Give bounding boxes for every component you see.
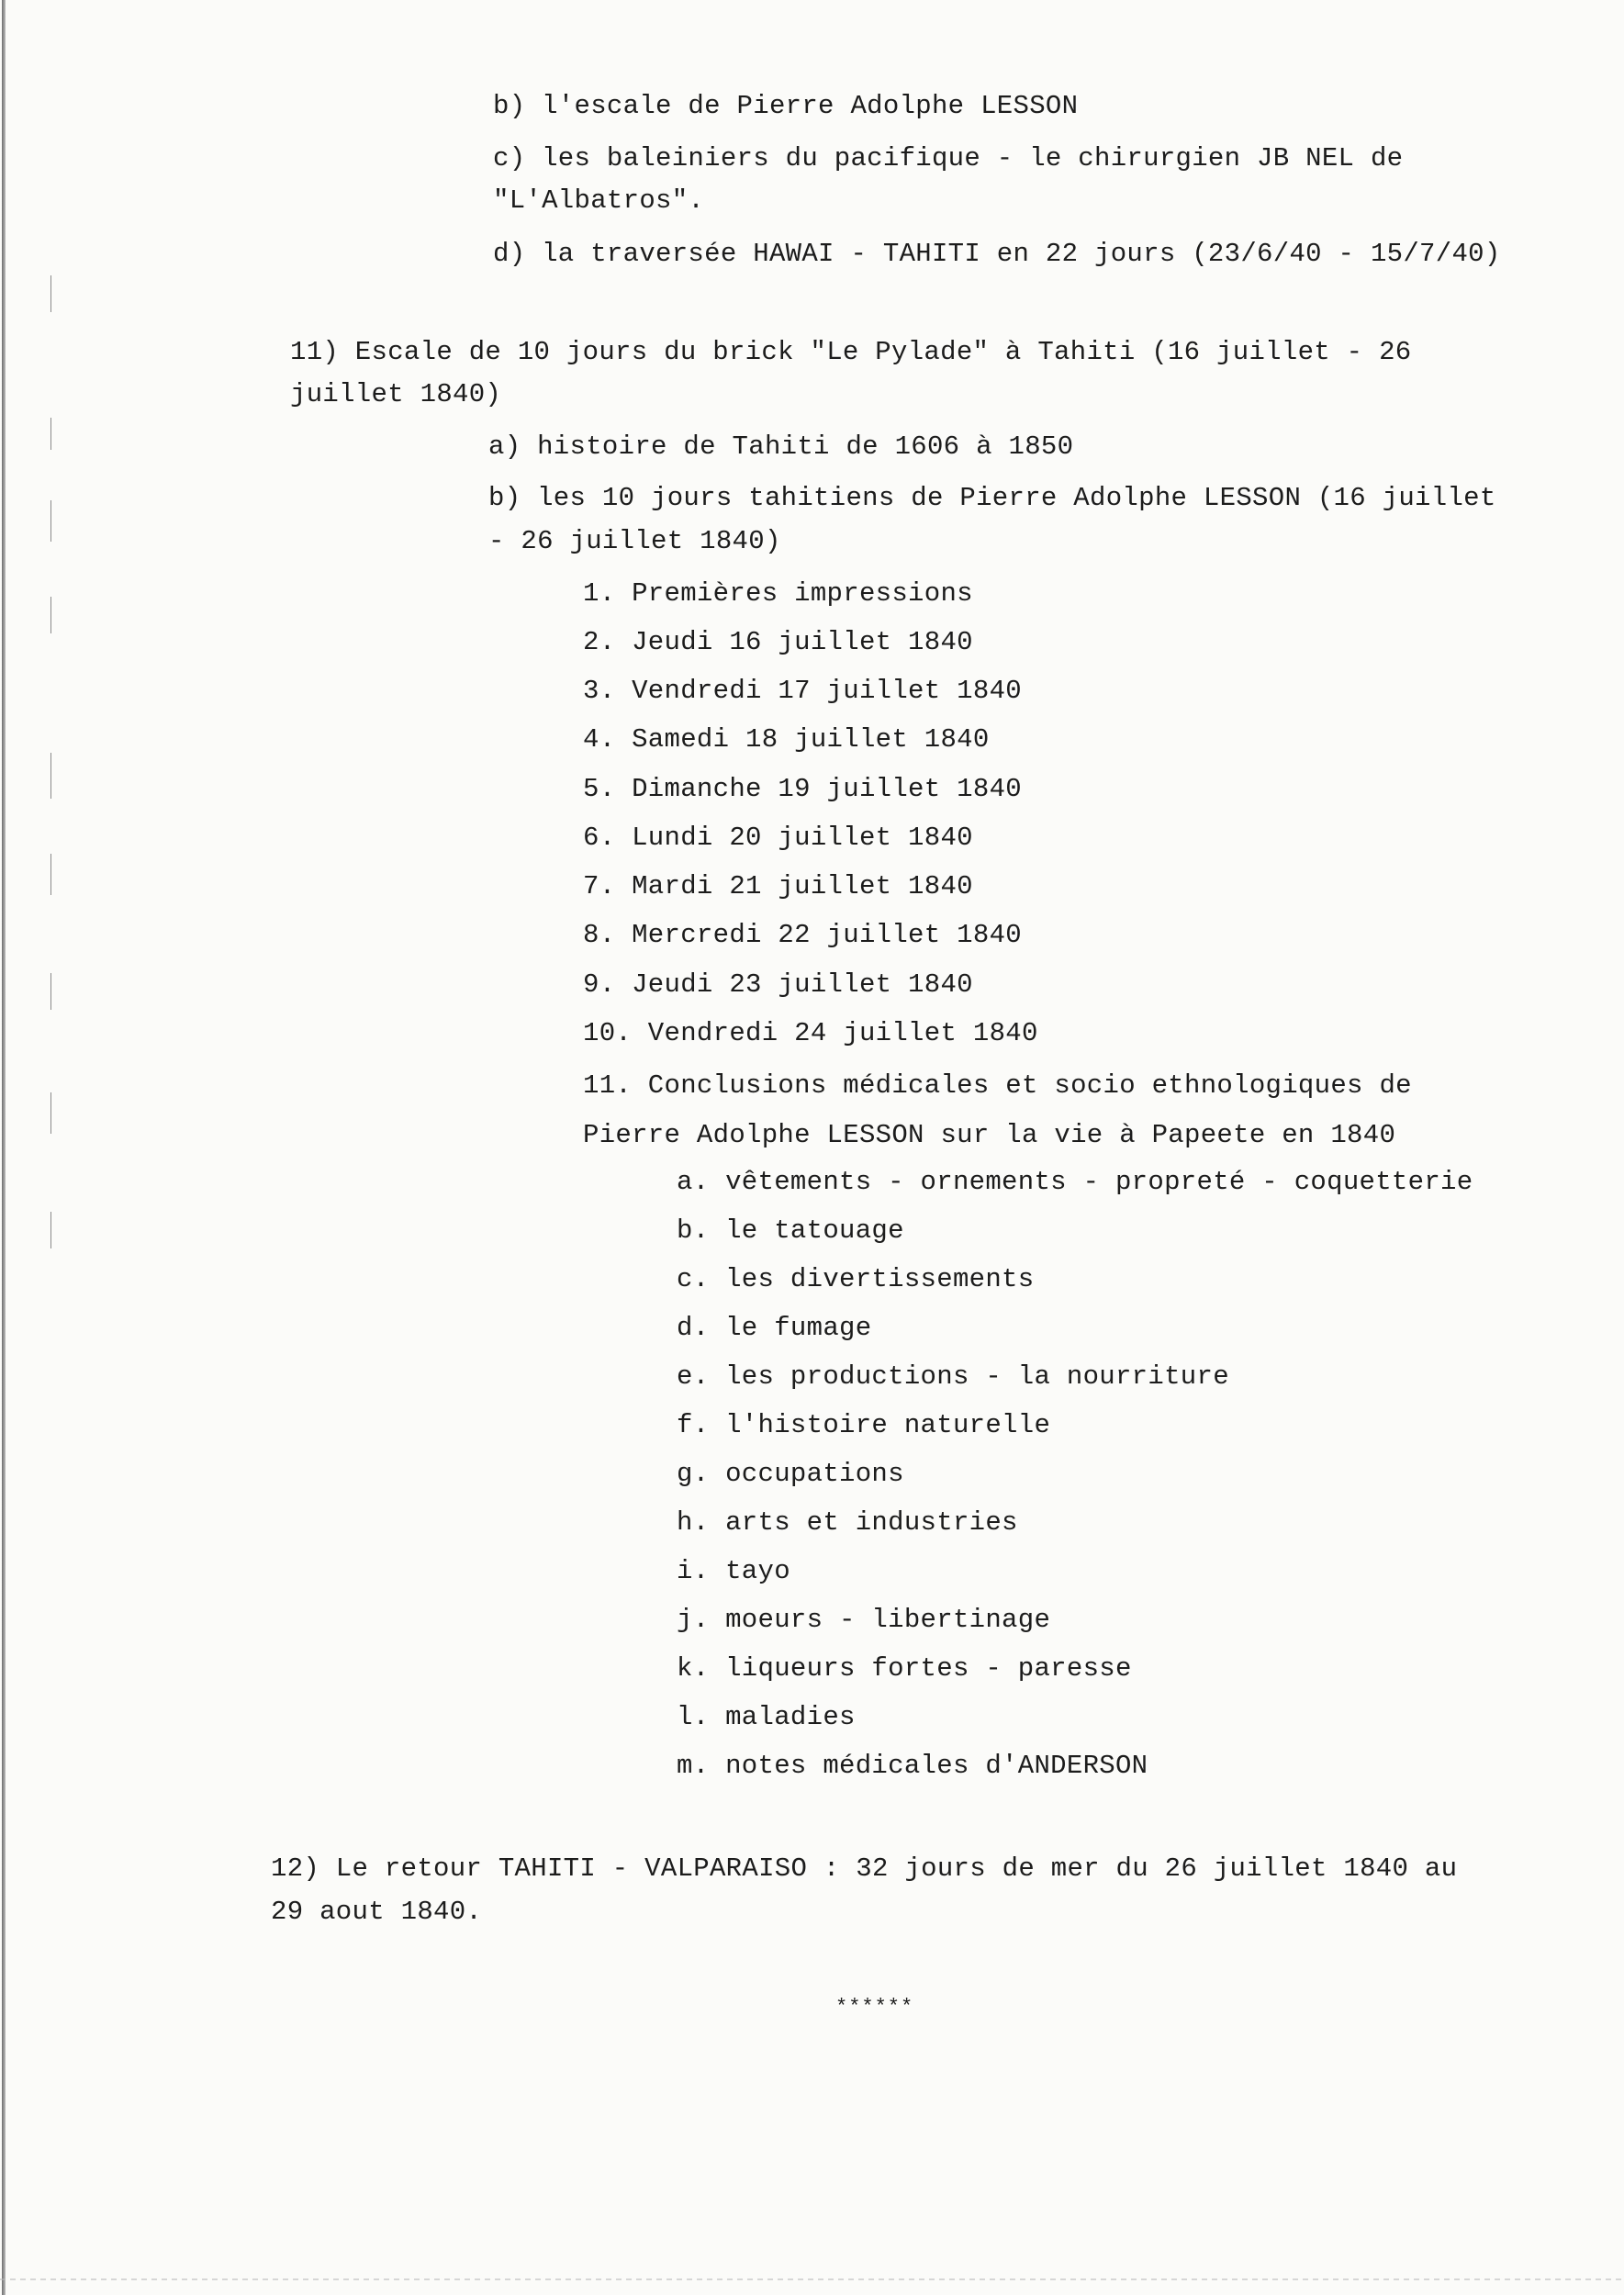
item-10c-line1: c) les baleiniers du pacifique - le chirurgien JB NEL de	[493, 143, 1404, 174]
sub-item: a. vêtements - ornements - propreté - coquetterie	[677, 1167, 1473, 1197]
sub-item: g. occupations	[677, 1459, 904, 1489]
section-11-heading-line1: 11) Escale de 10 jours du brick "Le Pylade" à Tahiti (16 juillet - 26	[290, 337, 1412, 367]
sub-item: l. maladies	[677, 1702, 856, 1732]
day-item: 8. Mercredi 22 juillet 1840	[583, 920, 1022, 950]
day-item: 10. Vendredi 24 juillet 1840	[583, 1018, 1038, 1048]
item-10d: d) la traversée HAWAI - TAHITI en 22 jours (23/6/40 - 15/7/40)	[493, 239, 1501, 269]
day-item: 5. Dimanche 19 juillet 1840	[583, 774, 1022, 804]
day-item: 3. Vendredi 17 juillet 1840	[583, 676, 1022, 706]
item-10c-line2: "L'Albatros".	[493, 185, 705, 216]
sub-item: j. moeurs - libertinage	[677, 1605, 1051, 1635]
day-item: 1. Premières impressions	[583, 578, 973, 609]
scan-artifact	[50, 973, 51, 1010]
sub-item: m. notes médicales d'ANDERSON	[677, 1751, 1148, 1781]
scan-artifact	[50, 854, 51, 895]
sub-item: b. le tatouage	[677, 1215, 904, 1246]
scan-left-border	[2, 0, 6, 2295]
day-item: 9. Jeudi 23 juillet 1840	[583, 969, 973, 1000]
end-mark: ******	[835, 1996, 914, 2019]
section-11-heading-line2: juillet 1840)	[290, 379, 502, 409]
section-12-line2: 29 aout 1840.	[271, 1897, 483, 1927]
scan-artifact	[50, 418, 51, 450]
day-item: 7. Mardi 21 juillet 1840	[583, 871, 973, 901]
sub-item: i. tayo	[677, 1556, 790, 1586]
day-item: 6. Lundi 20 juillet 1840	[583, 823, 973, 853]
conclusions-line2: Pierre Adolphe LESSON sur la vie à Papeete en 1840	[583, 1120, 1396, 1150]
scan-artifact	[50, 275, 51, 312]
scan-artifact	[50, 1212, 51, 1248]
scan-artifact	[50, 1092, 51, 1134]
scan-artifact	[50, 597, 51, 633]
sub-item: c. les divertissements	[677, 1264, 1035, 1294]
sub-item: f. l'histoire naturelle	[677, 1410, 1051, 1440]
conclusions-line1: 11. Conclusions médicales et socio ethnologiques de	[583, 1070, 1412, 1101]
sub-item: h. arts et industries	[677, 1507, 1018, 1538]
scan-artifact	[50, 500, 51, 542]
section-12-line1: 12) Le retour TAHITI - VALPARAISO : 32 jours de mer du 26 juillet 1840 au	[271, 1853, 1458, 1884]
item-11a: a) histoire de Tahiti de 1606 à 1850	[488, 431, 1074, 462]
sub-item: e. les productions - la nourriture	[677, 1361, 1229, 1392]
day-item: 4. Samedi 18 juillet 1840	[583, 724, 990, 755]
item-10b: b) l'escale de Pierre Adolphe LESSON	[493, 91, 1079, 121]
item-11b-line2: - 26 juillet 1840)	[488, 526, 781, 556]
item-11b-line1: b) les 10 jours tahitiens de Pierre Adolphe LESSON (16 juillet	[488, 483, 1496, 513]
sub-item: k. liqueurs fortes - paresse	[677, 1653, 1132, 1684]
sub-item: d. le fumage	[677, 1313, 872, 1343]
scan-bottom-edge	[0, 2278, 1624, 2280]
day-item: 2. Jeudi 16 juillet 1840	[583, 627, 973, 657]
scan-artifact	[50, 753, 51, 799]
